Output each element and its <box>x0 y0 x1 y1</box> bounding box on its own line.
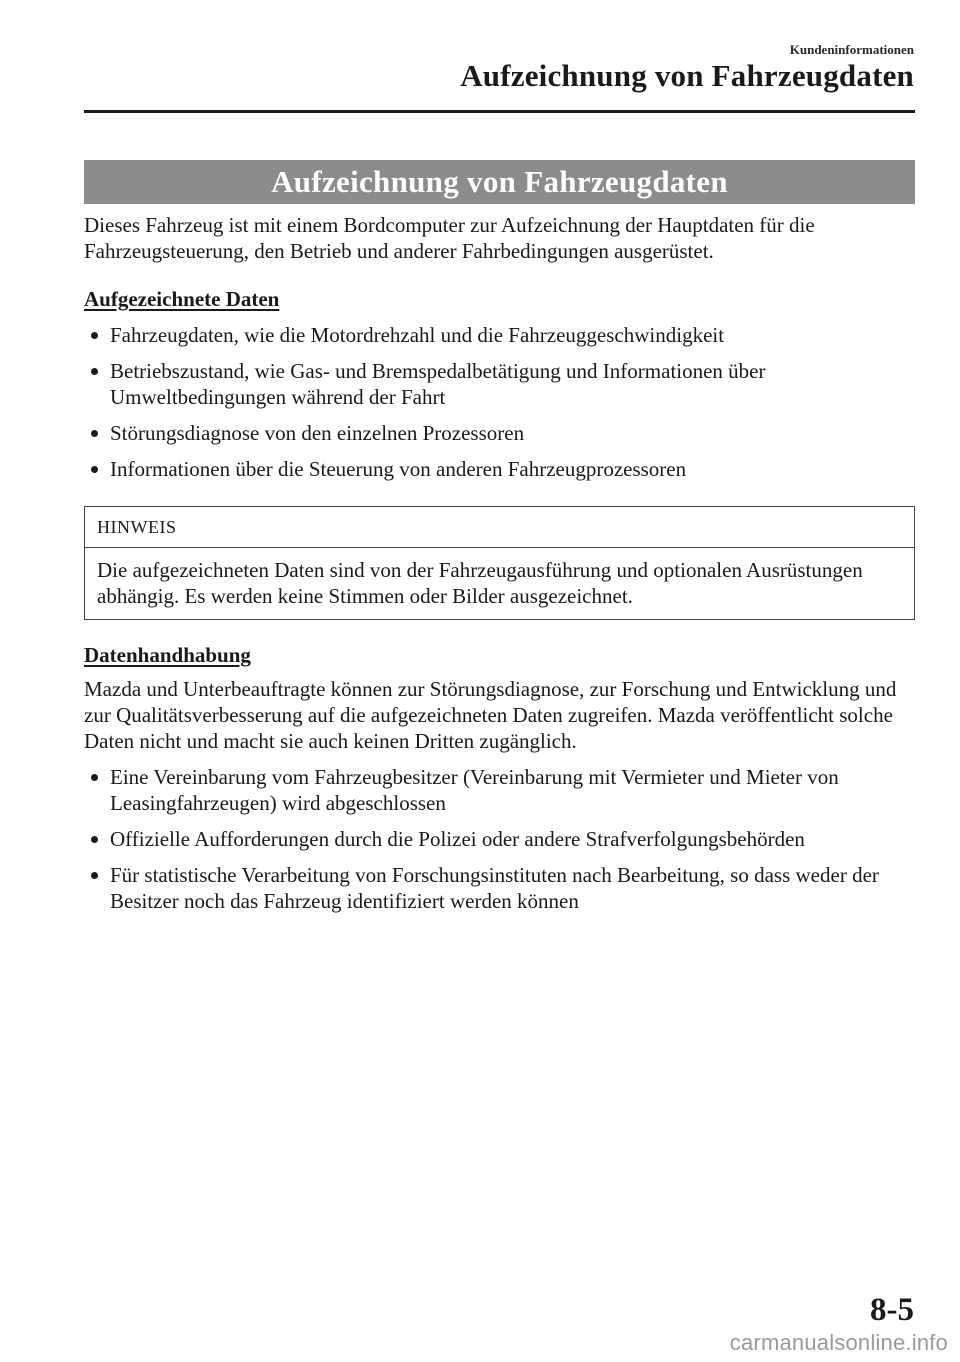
site-watermark: carmanualsonline.info <box>729 1330 948 1355</box>
list-item: Störungsdiagnose von den einzelnen Prozessoren <box>84 420 915 446</box>
recorded-data-list <box>84 322 915 482</box>
data-handling-list <box>84 764 915 914</box>
page-number: 8-5 <box>870 1292 914 1328</box>
list-item: Offizielle Aufforderungen durch die Polizei oder andere Strafverfolgungsbehörden <box>84 826 915 852</box>
note-text: Die aufgezeichneten Daten sind von der Fahrzeugausführung und optionalen Ausrüstungen abhängig. Es werden keine Stimmen oder Bilder ausgezeichnet. <box>97 558 863 608</box>
data-handling-paragraph: Mazda und Unterbeauftragte können zur Störungsdiagnose, zur Forschung und Entwicklung und zur Qualitätsverbesserung auf die aufgezeichneten Daten zugreifen. Mazda veröffentlicht solche Daten nicht und macht sie auch keinen Dritten zugänglich. <box>84 677 897 753</box>
intro-paragraph: Dieses Fahrzeug ist mit einem Bordcomputer zur Aufzeichnung der Hauptdaten für die Fahrzeugsteuerung, den Betrieb und anderer Fahrbedingungen ausgerüstet. <box>84 213 815 263</box>
list-item: Informationen über die Steuerung von anderen Fahrzeugprozessoren <box>84 456 915 482</box>
data-handling-heading: Datenhandhabung <box>84 643 251 667</box>
list-item: Betriebszustand, wie Gas- und Bremspedalbetätigung und Informationen über Umweltbedingungen während der Fahrt <box>84 358 915 410</box>
list-item: Fahrzeugdaten, wie die Motordrehzahl und die Fahrzeuggeschwindigkeit <box>84 322 915 348</box>
running-header-section: Kundeninformationen <box>789 42 914 57</box>
header-rule <box>84 110 915 113</box>
section-title-banner: Aufzeichnung von Fahrzeugdaten <box>84 160 915 204</box>
page-content <box>84 160 915 914</box>
note-box <box>84 506 915 620</box>
list-item: Für statistische Verarbeitung von Forschungsinstituten nach Bearbeitung, so dass weder der Besitzer noch das Fahrzeug identifiziert werden können <box>84 862 915 914</box>
note-label: HINWEIS <box>85 507 914 548</box>
list-item: Eine Vereinbarung vom Fahrzeugbesitzer (Vereinbarung mit Vermieter und Mieter von Leasingfahrzeugen) wird abgeschlossen <box>84 764 915 816</box>
running-header-title: Aufzeichnung von Fahrzeugdaten <box>460 58 914 93</box>
recorded-data-heading: Aufgezeichnete Daten <box>84 287 280 311</box>
